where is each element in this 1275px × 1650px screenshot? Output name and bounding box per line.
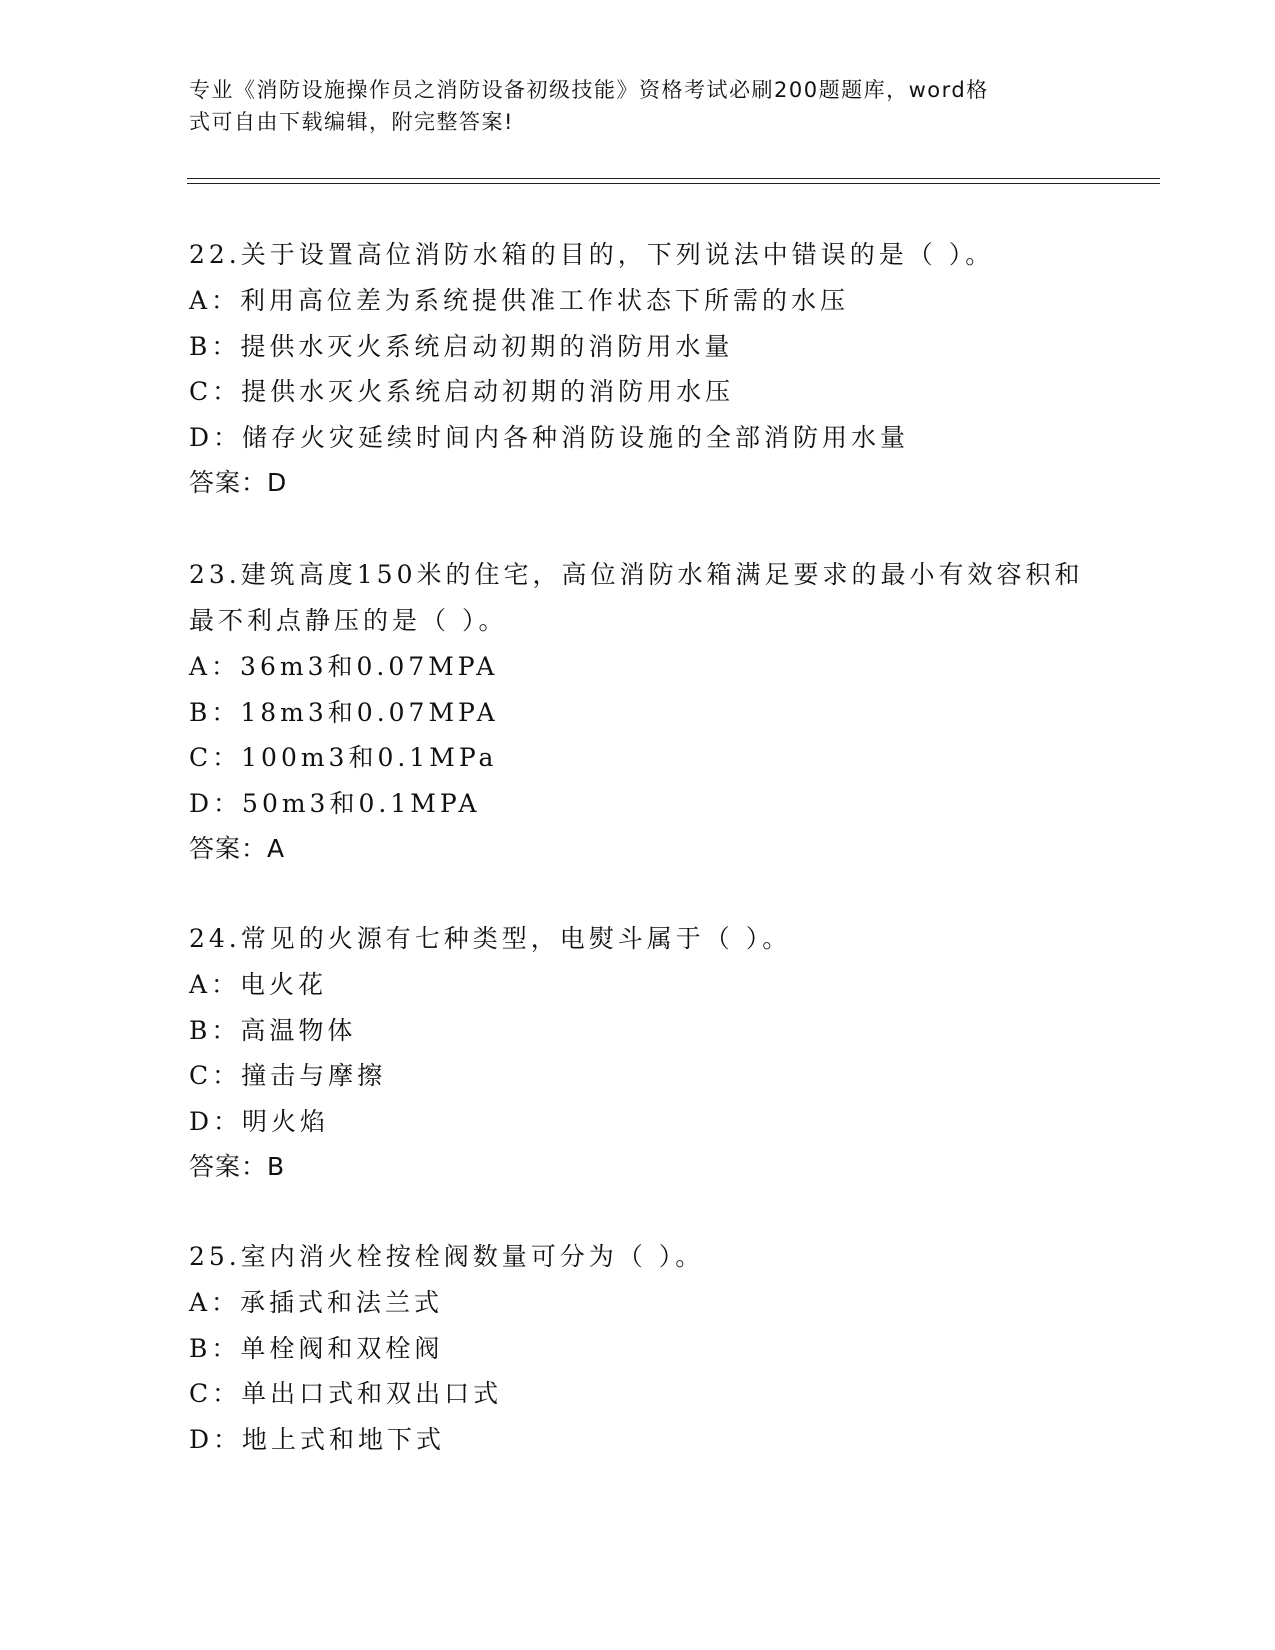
question-block xyxy=(189,1234,1089,1462)
option-b: B：18m3和0.07MPA xyxy=(189,697,499,727)
question-block xyxy=(189,552,1089,871)
option-b: B：提供水灭火系统启动初期的消防用水量 xyxy=(189,331,734,361)
option-b: B：高温物体 xyxy=(189,1015,357,1045)
answer-line: 答案：A xyxy=(189,834,286,863)
header-line-1: 专业《消防设施操作员之消防设备初级技能》资格考试必刷200题题库，word格 xyxy=(189,78,989,102)
header-rule-top xyxy=(187,178,1160,179)
header-line-2: 式可自由下载编辑，附完整答案! xyxy=(189,110,514,134)
option-c: C：提供水灭火系统启动初期的消防用水压 xyxy=(189,377,735,406)
question-title: 24.常见的火源有七种类型，电熨斗属于（ ）。 xyxy=(189,924,792,953)
option-c: C：单出口式和双出口式 xyxy=(189,1379,503,1408)
question-title-continued: 最不利点静压的是（ ）。 xyxy=(189,606,508,635)
option-c: C：100m3和0.1MPa xyxy=(189,743,498,772)
answer-line: 答案：D xyxy=(189,468,288,497)
answer-line: 答案：B xyxy=(189,1152,286,1181)
option-a: A：电火花 xyxy=(189,970,328,999)
question-title: 22.关于设置高位消防水箱的目的，下列说法中错误的是（ ）。 xyxy=(189,240,995,269)
option-c: C：撞击与摩擦 xyxy=(189,1061,387,1090)
document-header xyxy=(189,74,1079,138)
header-rule-bottom xyxy=(187,183,1160,184)
option-d: D：储存火灾延续时间内各种消防设施的全部消防用水量 xyxy=(189,422,910,452)
question-block xyxy=(189,232,1089,505)
option-b: B：单栓阀和双栓阀 xyxy=(189,1333,444,1363)
question-title: 23.建筑高度150米的住宅，高位消防水箱满足要求的最小有效容积和 xyxy=(189,560,1084,589)
option-a: A：利用高位差为系统提供准工作状态下所需的水压 xyxy=(189,286,850,315)
option-d: D：地上式和地下式 xyxy=(189,1424,446,1454)
option-a: A：36m3和0.07MPA xyxy=(189,652,499,681)
question-block xyxy=(189,916,1089,1189)
option-a: A：承插式和法兰式 xyxy=(189,1288,444,1317)
option-d: D：明火焰 xyxy=(189,1106,330,1136)
question-title: 25.室内消火栓按栓阀数量可分为（ ）。 xyxy=(189,1242,705,1271)
option-d: D：50m3和0.1MPA xyxy=(189,788,481,818)
